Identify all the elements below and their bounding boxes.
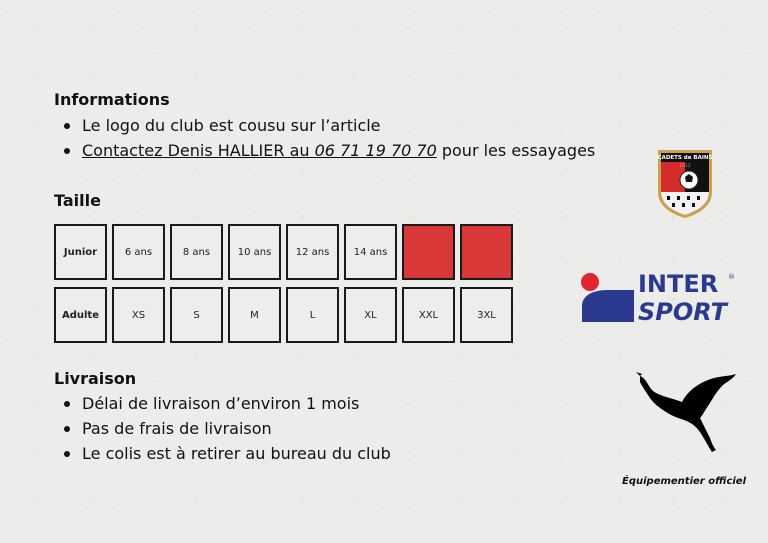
contact-suffix: pour les essayages [436,141,596,160]
row-label: Junior [54,224,107,280]
list-item [62,138,595,163]
size-cell: 12 ans [286,224,339,280]
info-text-1: Le logo du club est cousu sur l’article [82,116,381,135]
size-cell: 10 ans [228,224,281,280]
row-label: Adulte [54,287,107,343]
livraison-heading: Livraison [54,369,137,388]
size-cell-highlight [402,224,455,280]
supplier-label: Équipementier officiel [622,476,747,487]
list-item: Délai de livraison d’environ 1 mois [62,391,391,416]
size-cell: M [228,287,281,343]
size-cell: S [170,287,223,343]
size-cell: 6 ans [112,224,165,280]
contact-link-text: Contactez Denis HALLIER au [82,141,315,160]
taille-heading: Taille [54,191,101,210]
puma-cat-icon [632,368,740,454]
size-cell: 8 ans [170,224,223,280]
size-cell: 3XL [460,287,513,343]
size-cell: XS [112,287,165,343]
club-crest-logo [655,148,715,220]
size-cell: L [286,287,339,343]
intersport-inter-text: INTER [638,270,719,298]
informations-heading: Informations [54,90,170,109]
intersport-logo [578,268,738,324]
registered-mark: ® [728,273,735,281]
size-cell: XXL [402,287,455,343]
size-cell-highlight [460,224,513,280]
phone-number: 06 71 19 70 70 [314,141,437,160]
intersport-sport-text: SPORT [638,298,728,324]
list-item: Pas de frais de livraison [62,416,391,441]
livraison-list [62,391,391,466]
list-item [62,113,595,138]
list-item: Le colis est à retirer au bureau du club [62,441,391,466]
contact-link[interactable] [82,141,437,160]
size-cell: XL [344,287,397,343]
club-name-text: CADETS de BAINS [657,155,713,161]
club-year-text: 1912 [679,164,691,169]
informations-list [62,113,595,163]
size-cell: 14 ans [344,224,397,280]
